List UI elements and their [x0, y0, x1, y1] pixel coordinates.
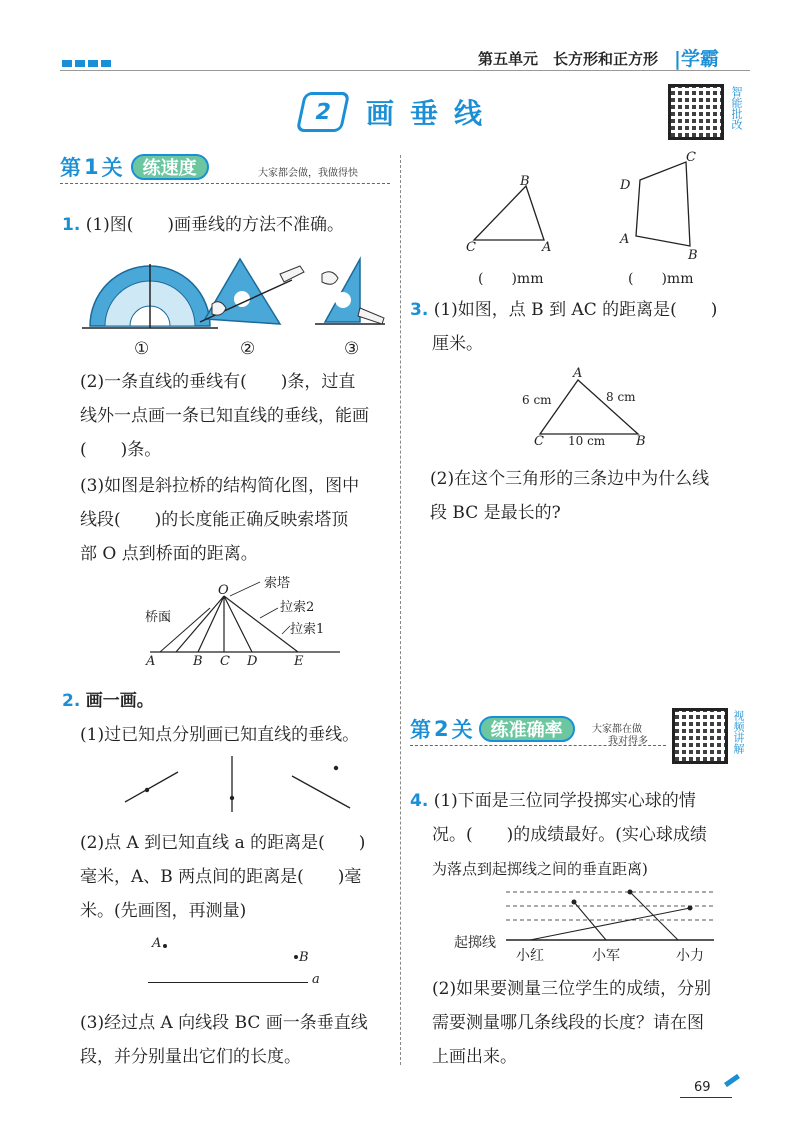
video-qr-code-icon[interactable]	[672, 708, 728, 764]
bridge-point-a: A	[146, 654, 156, 669]
header-decoration	[62, 52, 114, 71]
throw-name-xiaoli: 小力	[676, 948, 704, 964]
q4-part1-text: (1)下面是三位同学投掷实心球的情	[433, 791, 696, 811]
qr-code-icon[interactable]	[668, 84, 724, 140]
q1-part1-text: (1)图( )画垂线的方法不准确。	[85, 215, 345, 235]
q2-part3-line2: 段，并分别量出它们的长度。	[80, 1047, 301, 1067]
quad-label-c: C	[686, 150, 696, 165]
set-square-figure-2	[200, 259, 304, 324]
q2-perpendicular-lines	[120, 756, 360, 816]
header-rule	[60, 70, 750, 71]
q1-part2-line1: (2)一条直线的垂线有( )条，过直	[80, 372, 356, 392]
q2-point-b: B	[299, 950, 309, 965]
q1-part2-line3: ( )条。	[80, 440, 162, 460]
level2-suffix: 关	[451, 718, 473, 742]
q1-part3-line1: (3)如图是斜拉桥的结构简化图，图中	[80, 476, 360, 496]
level1-header	[60, 152, 209, 182]
q3-label-a: A	[573, 366, 583, 381]
bridge-point-d: D	[247, 654, 258, 669]
q3-label-b: B	[636, 434, 646, 449]
q2-line-a-label: a	[312, 972, 320, 987]
q1-part2-line2: 线外一点画一条已知直线的垂线，能画	[80, 406, 369, 426]
q1-number: 1.	[62, 215, 81, 235]
tri-label-b: B	[520, 174, 530, 189]
q3-part1-line2: 厘米。	[432, 334, 483, 354]
level2-slogan-2: 我对得多	[608, 736, 648, 747]
q3-part2-line1: (2)在这个三角形的三条边中为什么线	[430, 469, 710, 489]
bridge-label-tower: 索塔	[264, 576, 291, 591]
level1-slogan: 大家都会做，我做得快	[258, 168, 358, 179]
q3-label-ab: 8 cm	[606, 390, 636, 404]
q2-part3-line1: (3)经过点 A 向线段 BC 画一条垂直线	[80, 1013, 368, 1033]
q2-title-text: 画一画。	[85, 691, 154, 711]
q1-figures	[60, 264, 390, 334]
video-side-label: 视频讲解	[732, 710, 745, 754]
right-top-shapes	[460, 150, 760, 260]
q3-triangle	[534, 372, 674, 442]
quad-label-d: D	[620, 178, 631, 193]
q4-part2-line2: 需要测量哪几条线段的长度？请在图	[432, 1013, 704, 1033]
q2-part2-line3: 米。(先画图，再测量)	[80, 901, 247, 921]
level2-underline	[410, 745, 666, 746]
column-divider	[400, 155, 401, 1065]
q3-part1-text: (1)如图，点 B 到 AC 的距离是( )	[433, 300, 718, 320]
q4-part1-line3: 为落点到起掷线之间的垂直距离)	[432, 860, 648, 878]
protractor-figure	[82, 264, 218, 328]
level1-num: 1	[84, 155, 99, 179]
q2-point-a: A	[152, 936, 162, 951]
bridge-point-c: C	[220, 654, 230, 669]
bridge-label-o: O	[218, 583, 229, 598]
lesson-title	[300, 90, 498, 134]
bridge-label-deck: 桥面	[145, 610, 172, 625]
q3-part2-line2: 段 BC 是最长的?	[430, 503, 561, 523]
q1-fig-label-3: ③	[344, 339, 360, 359]
level1-prefix: 第	[60, 156, 81, 180]
q1-part3-line2: 线段( )的长度能正确反映索塔顶	[80, 510, 349, 530]
q3-label-ac: 6 cm	[522, 393, 552, 407]
page-number: 69	[694, 1080, 711, 1095]
quad-label-b: B	[688, 248, 698, 263]
q2-point-b-dot	[294, 955, 298, 959]
qr-side-label: 智能批改	[730, 86, 743, 130]
tri-label-c: C	[466, 240, 476, 255]
level2-pill: 练准确率	[479, 716, 575, 742]
q4-part1-line2: 况。( )的成绩最好。(实心球成绩	[432, 825, 707, 845]
q3-number: 3.	[410, 300, 429, 320]
q2-point-a-dot	[163, 944, 167, 948]
bridge-point-e: E	[294, 654, 304, 669]
throw-start-line-label: 起掷线	[454, 935, 496, 951]
level2-header	[410, 714, 575, 744]
level1-pill: 练速度	[131, 154, 209, 180]
pencil-icon	[724, 1074, 740, 1087]
q2-part1: (1)过已知点分别画已知直线的垂线。	[80, 725, 360, 745]
level2-slogan-1: 大家都在做	[592, 724, 642, 735]
bridge-label-cable1: 拉索1	[290, 622, 325, 637]
bridge-diagram	[140, 578, 380, 678]
tri-label-a: A	[542, 240, 552, 255]
q3-label-c: C	[534, 434, 544, 449]
quad-label-a: A	[620, 232, 630, 247]
level1-underline	[60, 183, 390, 184]
quad-blank: ( )mm	[628, 271, 694, 287]
level2-num: 2	[434, 717, 449, 741]
throw-name-xiaojun: 小军	[592, 948, 620, 964]
lesson-title-text: 画垂线	[366, 97, 499, 130]
q3-label-cb: 10 cm	[568, 434, 606, 448]
q4-part1-line1	[410, 784, 696, 818]
q1-fig-label-2: ②	[240, 339, 256, 359]
q1-part3-line3: 部 O 点到桥面的距离。	[80, 544, 258, 564]
q2-title	[62, 684, 154, 718]
lesson-number: 2	[296, 92, 351, 132]
bridge-label-cable2: 拉索2	[280, 600, 315, 615]
footer-rule	[680, 1097, 732, 1098]
q2-number: 2.	[62, 691, 81, 711]
q4-part2-line3: 上画出来。	[432, 1047, 517, 1067]
q1-part1	[62, 208, 344, 242]
brand-logo: |学霸	[674, 48, 719, 70]
q3-part1-line1	[410, 293, 717, 327]
level1-suffix: 关	[101, 156, 123, 180]
throw-name-xiaohong: 小红	[516, 948, 544, 964]
unit-label: 第五单元 长方形和正方形	[478, 50, 659, 68]
q2-part2-line2: 毫米，A、B 两点间的距离是( )毫	[80, 867, 362, 887]
q4-number: 4.	[410, 791, 429, 811]
q1-fig-label-1: ①	[134, 339, 150, 359]
bridge-point-b: B	[193, 654, 203, 669]
q2-part2-line1: (2)点 A 到已知直线 a 的距离是( )	[80, 833, 366, 853]
q2-line-a	[148, 982, 308, 983]
level2-prefix: 第	[410, 718, 431, 742]
q4-part2-line1: (2)如果要测量三位学生的成绩，分别	[432, 979, 712, 999]
set-square-figure-3	[315, 259, 385, 324]
tri-blank: ( )mm	[478, 271, 544, 287]
